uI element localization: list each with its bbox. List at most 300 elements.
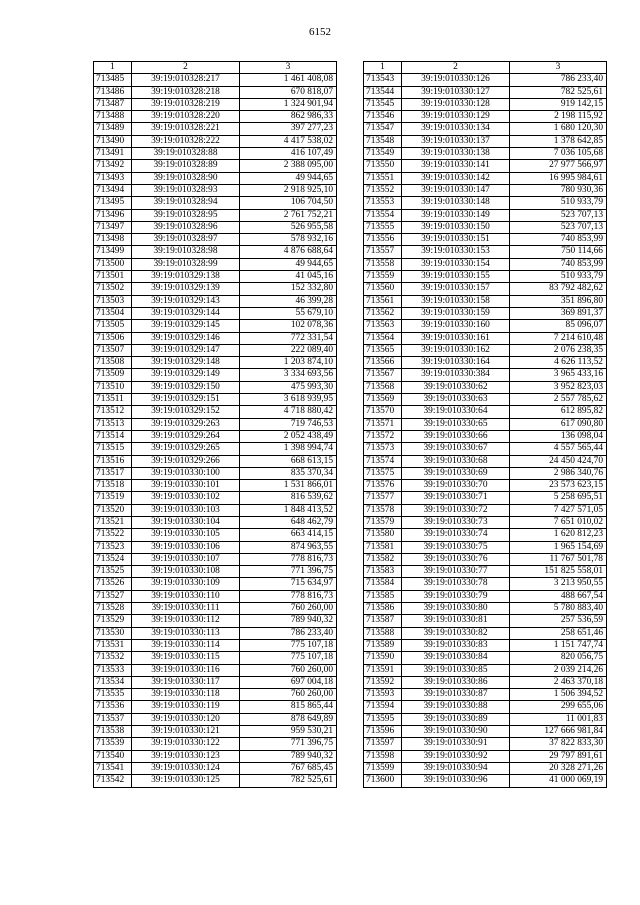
- row-number-cell: 713559: [364, 271, 402, 283]
- table-row: [364, 750, 607, 762]
- table-row: [94, 160, 337, 172]
- value-cell: 4 626 113,52: [510, 357, 607, 369]
- value-cell: 2 388 095,00: [240, 160, 337, 172]
- cadastral-number-cell: 39:19:010330:142: [402, 172, 510, 184]
- row-number-cell: 713599: [364, 762, 402, 774]
- row-number-cell: 713557: [364, 246, 402, 258]
- cadastral-number-cell: 39:19:010328:88: [132, 148, 240, 160]
- table-header-row: [94, 62, 337, 74]
- value-cell: 27 977 566,97: [510, 160, 607, 172]
- row-number-cell: 713594: [364, 701, 402, 713]
- cadastral-number-cell: 39:19:010329:147: [132, 344, 240, 356]
- row-number-cell: 713503: [94, 295, 132, 307]
- cadastral-number-cell: 39:19:010330:147: [402, 184, 510, 196]
- row-number-cell: 713551: [364, 172, 402, 184]
- row-number-cell: 713516: [94, 455, 132, 467]
- row-number-cell: 713543: [364, 74, 402, 86]
- cadastral-number-cell: 39:19:010330:112: [132, 615, 240, 627]
- table-row: [94, 676, 337, 688]
- value-cell: 24 450 424,70: [510, 455, 607, 467]
- value-cell: 2 052 438,49: [240, 430, 337, 442]
- table-row: [94, 726, 337, 738]
- row-number-cell: 713515: [94, 443, 132, 455]
- table-row: [364, 775, 607, 787]
- table-row: [364, 406, 607, 418]
- value-cell: 771 396,75: [240, 566, 337, 578]
- row-number-cell: 713498: [94, 234, 132, 246]
- cadastral-number-cell: 39:19:010330:91: [402, 738, 510, 750]
- value-cell: 786 233,40: [240, 627, 337, 639]
- value-cell: 299 655,06: [510, 701, 607, 713]
- table-row: [364, 566, 607, 578]
- row-number-cell: 713509: [94, 369, 132, 381]
- table-row: [94, 148, 337, 160]
- value-cell: 2 986 340,76: [510, 467, 607, 479]
- cadastral-number-cell: 39:19:010330:107: [132, 553, 240, 565]
- row-number-cell: 713522: [94, 529, 132, 541]
- row-number-cell: 713561: [364, 295, 402, 307]
- cadastral-number-cell: 39:19:010328:94: [132, 197, 240, 209]
- cadastral-number-cell: 39:19:010330:81: [402, 615, 510, 627]
- row-number-cell: 713585: [364, 590, 402, 602]
- table-row: [364, 726, 607, 738]
- page-number: 6152: [309, 26, 331, 38]
- cadastral-number-cell: 39:19:010330:384: [402, 369, 510, 381]
- cadastral-number-cell: 39:19:010328:90: [132, 172, 240, 184]
- value-cell: 222 089,40: [240, 344, 337, 356]
- cadastral-number-cell: 39:19:010330:138: [402, 148, 510, 160]
- table-row: [94, 480, 337, 492]
- row-number-cell: 713596: [364, 726, 402, 738]
- cadastral-number-cell: 39:19:010330:148: [402, 197, 510, 209]
- row-number-cell: 713553: [364, 197, 402, 209]
- cadastral-number-cell: 39:19:010330:122: [132, 738, 240, 750]
- cadastral-number-cell: 39:19:010330:123: [132, 750, 240, 762]
- cadastral-number-cell: 39:19:010330:68: [402, 455, 510, 467]
- value-cell: 5 258 695,51: [510, 492, 607, 504]
- value-cell: 782 525,61: [240, 775, 337, 787]
- row-number-cell: 713558: [364, 258, 402, 270]
- cadastral-number-cell: 39:19:010328:217: [132, 74, 240, 86]
- cadastral-number-cell: 39:19:010329:139: [132, 283, 240, 295]
- cadastral-number-cell: 39:19:010330:71: [402, 492, 510, 504]
- row-number-cell: 713531: [94, 639, 132, 651]
- cadastral-number-cell: 39:19:010330:105: [132, 529, 240, 541]
- value-cell: 2 463 370,18: [510, 676, 607, 688]
- value-cell: 816 539,62: [240, 492, 337, 504]
- cadastral-number-cell: 39:19:010329:148: [132, 357, 240, 369]
- cadastral-number-cell: 39:19:010330:85: [402, 664, 510, 676]
- cadastral-number-cell: 39:19:010330:80: [402, 603, 510, 615]
- value-cell: 4 557 565,44: [510, 443, 607, 455]
- table-row: [364, 197, 607, 209]
- table-row: [364, 541, 607, 553]
- table-row: [364, 529, 607, 541]
- value-cell: 49 944,65: [240, 172, 337, 184]
- cadastral-number-cell: 39:19:010328:222: [132, 135, 240, 147]
- value-cell: 1 848 413,52: [240, 504, 337, 516]
- row-number-cell: 713597: [364, 738, 402, 750]
- row-number-cell: 713580: [364, 529, 402, 541]
- row-number-cell: 713507: [94, 344, 132, 356]
- column-header: 2: [132, 62, 240, 74]
- value-cell: 5 780 883,40: [510, 603, 607, 615]
- table-row: [364, 209, 607, 221]
- table-row: [364, 492, 607, 504]
- value-cell: 778 816,73: [240, 553, 337, 565]
- value-cell: 416 107,49: [240, 148, 337, 160]
- row-number-cell: 713524: [94, 553, 132, 565]
- table-row: [364, 664, 607, 676]
- table-row: [364, 271, 607, 283]
- row-number-cell: 713512: [94, 406, 132, 418]
- cadastral-number-cell: 39:19:010330:62: [402, 381, 510, 393]
- row-number-cell: 713593: [364, 689, 402, 701]
- cadastral-number-cell: 39:19:010330:83: [402, 639, 510, 651]
- table-row: [94, 307, 337, 319]
- cadastral-number-cell: 39:19:010330:151: [402, 234, 510, 246]
- table-row: [94, 615, 337, 627]
- row-number-cell: 713521: [94, 516, 132, 528]
- table-row: [364, 689, 607, 701]
- table-row: [364, 762, 607, 774]
- cadastral-number-cell: 39:19:010328:99: [132, 258, 240, 270]
- row-number-cell: 713570: [364, 406, 402, 418]
- table-row: [364, 320, 607, 332]
- row-number-cell: 713511: [94, 394, 132, 406]
- table-row: [364, 86, 607, 98]
- cadastral-number-cell: 39:19:010330:137: [402, 135, 510, 147]
- cadastral-number-cell: 39:19:010330:100: [132, 467, 240, 479]
- row-number-cell: 713595: [364, 713, 402, 725]
- value-cell: 397 277,23: [240, 123, 337, 135]
- cadastral-number-cell: 39:19:010330:126: [402, 74, 510, 86]
- value-cell: 106 704,50: [240, 197, 337, 209]
- value-cell: 83 792 482,62: [510, 283, 607, 295]
- table-row: [364, 148, 607, 160]
- table-row: [364, 344, 607, 356]
- row-number-cell: 713569: [364, 394, 402, 406]
- row-number-cell: 713494: [94, 184, 132, 196]
- row-number-cell: 713519: [94, 492, 132, 504]
- row-number-cell: 713537: [94, 713, 132, 725]
- cadastral-number-cell: 39:19:010328:219: [132, 98, 240, 110]
- table-row: [94, 750, 337, 762]
- cadastral-number-cell: 39:19:010329:150: [132, 381, 240, 393]
- row-number-cell: 713578: [364, 504, 402, 516]
- table-row: [94, 701, 337, 713]
- row-number-cell: 713587: [364, 615, 402, 627]
- cadastral-number-cell: 39:19:010328:96: [132, 221, 240, 233]
- value-cell: 750 114,66: [510, 246, 607, 258]
- cadastral-number-cell: 39:19:010328:97: [132, 234, 240, 246]
- value-cell: 648 462,79: [240, 516, 337, 528]
- value-cell: 775 107,18: [240, 639, 337, 651]
- cadastral-number-cell: 39:19:010330:70: [402, 480, 510, 492]
- row-number-cell: 713538: [94, 726, 132, 738]
- value-cell: 526 955,58: [240, 221, 337, 233]
- cadastral-number-cell: 39:19:010330:157: [402, 283, 510, 295]
- value-cell: 11 001,83: [510, 713, 607, 725]
- row-number-cell: 713520: [94, 504, 132, 516]
- value-cell: 11 767 501,78: [510, 553, 607, 565]
- value-cell: 7 214 610,48: [510, 332, 607, 344]
- value-cell: 475 993,30: [240, 381, 337, 393]
- row-number-cell: 713560: [364, 283, 402, 295]
- value-cell: 41 045,16: [240, 271, 337, 283]
- value-cell: 617 090,80: [510, 418, 607, 430]
- table-row: [94, 197, 337, 209]
- row-number-cell: 713488: [94, 111, 132, 123]
- table-row: [94, 713, 337, 725]
- table-row: [364, 74, 607, 86]
- cadastral-number-cell: 39:19:010330:78: [402, 578, 510, 590]
- value-cell: 786 233,40: [510, 74, 607, 86]
- value-cell: 46 399,28: [240, 295, 337, 307]
- cadastral-number-cell: 39:19:010329:146: [132, 332, 240, 344]
- value-cell: 782 525,61: [510, 86, 607, 98]
- row-number-cell: 713529: [94, 615, 132, 627]
- cadastral-number-cell: 39:19:010330:88: [402, 701, 510, 713]
- value-cell: 771 396,75: [240, 738, 337, 750]
- cadastral-number-cell: 39:19:010330:110: [132, 590, 240, 602]
- table-row: [364, 430, 607, 442]
- table-row: [364, 713, 607, 725]
- table-row: [364, 307, 607, 319]
- cadastral-table-left: [93, 61, 337, 788]
- cadastral-number-cell: 39:19:010330:73: [402, 516, 510, 528]
- cadastral-number-cell: 39:19:010330:92: [402, 750, 510, 762]
- value-cell: 820 056,75: [510, 652, 607, 664]
- value-cell: 2 076 238,35: [510, 344, 607, 356]
- cadastral-number-cell: 39:19:010330:150: [402, 221, 510, 233]
- table-row: [94, 381, 337, 393]
- cadastral-number-cell: 39:19:010330:82: [402, 627, 510, 639]
- value-cell: 3 213 950,55: [510, 578, 607, 590]
- value-cell: 740 853,99: [510, 234, 607, 246]
- cadastral-number-cell: 39:19:010330:77: [402, 566, 510, 578]
- table-row: [364, 332, 607, 344]
- cadastral-number-cell: 39:19:010330:90: [402, 726, 510, 738]
- column-header: 1: [94, 62, 132, 74]
- table-row: [94, 135, 337, 147]
- row-number-cell: 713517: [94, 467, 132, 479]
- table-row: [364, 160, 607, 172]
- cadastral-number-cell: 39:19:010329:144: [132, 307, 240, 319]
- value-cell: 697 004,18: [240, 676, 337, 688]
- cadastral-number-cell: 39:19:010330:86: [402, 676, 510, 688]
- cadastral-number-cell: 39:19:010330:103: [132, 504, 240, 516]
- table-row: [94, 652, 337, 664]
- row-number-cell: 713535: [94, 689, 132, 701]
- value-cell: 1 620 812,23: [510, 529, 607, 541]
- cadastral-number-cell: 39:19:010330:84: [402, 652, 510, 664]
- value-cell: 668 613,15: [240, 455, 337, 467]
- value-cell: 7 036 105,68: [510, 148, 607, 160]
- value-cell: 1 506 394,52: [510, 689, 607, 701]
- table-row: [364, 639, 607, 651]
- cadastral-number-cell: 39:19:010329:264: [132, 430, 240, 442]
- table-row: [364, 467, 607, 479]
- row-number-cell: 713549: [364, 148, 402, 160]
- cadastral-number-cell: 39:19:010330:118: [132, 689, 240, 701]
- value-cell: 523 707,13: [510, 221, 607, 233]
- row-number-cell: 713489: [94, 123, 132, 135]
- cadastral-number-cell: 39:19:010329:152: [132, 406, 240, 418]
- row-number-cell: 713581: [364, 541, 402, 553]
- row-number-cell: 713554: [364, 209, 402, 221]
- table-row: [364, 738, 607, 750]
- table-row: [94, 98, 337, 110]
- row-number-cell: 713577: [364, 492, 402, 504]
- table-row: [94, 516, 337, 528]
- cadastral-number-cell: 39:19:010330:124: [132, 762, 240, 774]
- value-cell: 1 398 994,74: [240, 443, 337, 455]
- value-cell: 1 531 866,01: [240, 480, 337, 492]
- row-number-cell: 713493: [94, 172, 132, 184]
- value-cell: 127 666 981,84: [510, 726, 607, 738]
- table-row: [364, 357, 607, 369]
- cadastral-number-cell: 39:19:010329:151: [132, 394, 240, 406]
- value-cell: 2 198 115,92: [510, 111, 607, 123]
- row-number-cell: 713514: [94, 430, 132, 442]
- table-row: [94, 295, 337, 307]
- column-header: 3: [240, 62, 337, 74]
- cadastral-number-cell: 39:19:010330:101: [132, 480, 240, 492]
- cadastral-number-cell: 39:19:010330:128: [402, 98, 510, 110]
- row-number-cell: 713485: [94, 74, 132, 86]
- table-row: [94, 590, 337, 602]
- table-row: [94, 246, 337, 258]
- row-number-cell: 713518: [94, 480, 132, 492]
- table-header-row: [364, 62, 607, 74]
- value-cell: 1 151 747,74: [510, 639, 607, 651]
- row-number-cell: 713586: [364, 603, 402, 615]
- value-cell: 760 260,00: [240, 603, 337, 615]
- cadastral-number-cell: 39:19:010330:125: [132, 775, 240, 787]
- table-row: [364, 676, 607, 688]
- row-number-cell: 713547: [364, 123, 402, 135]
- value-cell: 2 039 214,26: [510, 664, 607, 676]
- table-row: [364, 394, 607, 406]
- table-row: [364, 455, 607, 467]
- row-number-cell: 713583: [364, 566, 402, 578]
- row-number-cell: 713500: [94, 258, 132, 270]
- row-number-cell: 713530: [94, 627, 132, 639]
- cadastral-number-cell: 39:19:010330:117: [132, 676, 240, 688]
- cadastral-number-cell: 39:19:010328:218: [132, 86, 240, 98]
- row-number-cell: 713568: [364, 381, 402, 393]
- row-number-cell: 713510: [94, 381, 132, 393]
- cadastral-number-cell: 39:19:010330:104: [132, 516, 240, 528]
- cadastral-number-cell: 39:19:010330:65: [402, 418, 510, 430]
- table-row: [364, 443, 607, 455]
- cadastral-number-cell: 39:19:010329:138: [132, 271, 240, 283]
- column-header: 2: [402, 62, 510, 74]
- table-row: [94, 689, 337, 701]
- table-row: [94, 123, 337, 135]
- table-row: [94, 775, 337, 787]
- table-row: [94, 406, 337, 418]
- table-row: [94, 553, 337, 565]
- cadastral-number-cell: 39:19:010330:108: [132, 566, 240, 578]
- value-cell: 2 918 925,10: [240, 184, 337, 196]
- value-cell: 959 530,21: [240, 726, 337, 738]
- table-row: [94, 603, 337, 615]
- table-row: [94, 529, 337, 541]
- value-cell: 1 324 901,94: [240, 98, 337, 110]
- row-number-cell: 713499: [94, 246, 132, 258]
- value-cell: 258 651,46: [510, 627, 607, 639]
- cadastral-number-cell: 39:19:010330:94: [402, 762, 510, 774]
- value-cell: 136 098,04: [510, 430, 607, 442]
- cadastral-number-cell: 39:19:010330:87: [402, 689, 510, 701]
- row-number-cell: 713534: [94, 676, 132, 688]
- row-number-cell: 713589: [364, 639, 402, 651]
- row-number-cell: 713539: [94, 738, 132, 750]
- row-number-cell: 713552: [364, 184, 402, 196]
- row-number-cell: 713486: [94, 86, 132, 98]
- table-row: [94, 86, 337, 98]
- row-number-cell: 713588: [364, 627, 402, 639]
- table-row: [94, 332, 337, 344]
- row-number-cell: 713528: [94, 603, 132, 615]
- row-number-cell: 713492: [94, 160, 132, 172]
- cadastral-number-cell: 39:19:010330:153: [402, 246, 510, 258]
- table-row: [364, 98, 607, 110]
- row-number-cell: 713497: [94, 221, 132, 233]
- table-row: [364, 246, 607, 258]
- cadastral-number-cell: 39:19:010330:75: [402, 541, 510, 553]
- table-row: [94, 627, 337, 639]
- cadastral-number-cell: 39:19:010330:76: [402, 553, 510, 565]
- value-cell: 49 944,65: [240, 258, 337, 270]
- row-number-cell: 713550: [364, 160, 402, 172]
- row-number-cell: 713565: [364, 344, 402, 356]
- table-row: [364, 258, 607, 270]
- cadastral-number-cell: 39:19:010328:221: [132, 123, 240, 135]
- table-row: [364, 516, 607, 528]
- row-number-cell: 713579: [364, 516, 402, 528]
- table-row: [94, 111, 337, 123]
- table-row: [364, 234, 607, 246]
- cadastral-number-cell: 39:19:010330:74: [402, 529, 510, 541]
- value-cell: 740 853,99: [510, 258, 607, 270]
- table-row: [364, 627, 607, 639]
- table-row: [364, 418, 607, 430]
- cadastral-number-cell: 39:19:010330:119: [132, 701, 240, 713]
- row-number-cell: 713556: [364, 234, 402, 246]
- table-row: [94, 271, 337, 283]
- table-row: [94, 541, 337, 553]
- cadastral-number-cell: 39:19:010328:98: [132, 246, 240, 258]
- column-header: 3: [510, 62, 607, 74]
- value-cell: 3 334 693,56: [240, 369, 337, 381]
- cadastral-number-cell: 39:19:010329:149: [132, 369, 240, 381]
- row-number-cell: 713496: [94, 209, 132, 221]
- row-number-cell: 713572: [364, 430, 402, 442]
- cadastral-number-cell: 39:19:010329:266: [132, 455, 240, 467]
- row-number-cell: 713513: [94, 418, 132, 430]
- table-row: [94, 467, 337, 479]
- value-cell: 488 667,54: [510, 590, 607, 602]
- row-number-cell: 713490: [94, 135, 132, 147]
- row-number-cell: 713566: [364, 357, 402, 369]
- table-row: [364, 221, 607, 233]
- table-row: [364, 135, 607, 147]
- value-cell: 715 634,97: [240, 578, 337, 590]
- value-cell: 351 896,80: [510, 295, 607, 307]
